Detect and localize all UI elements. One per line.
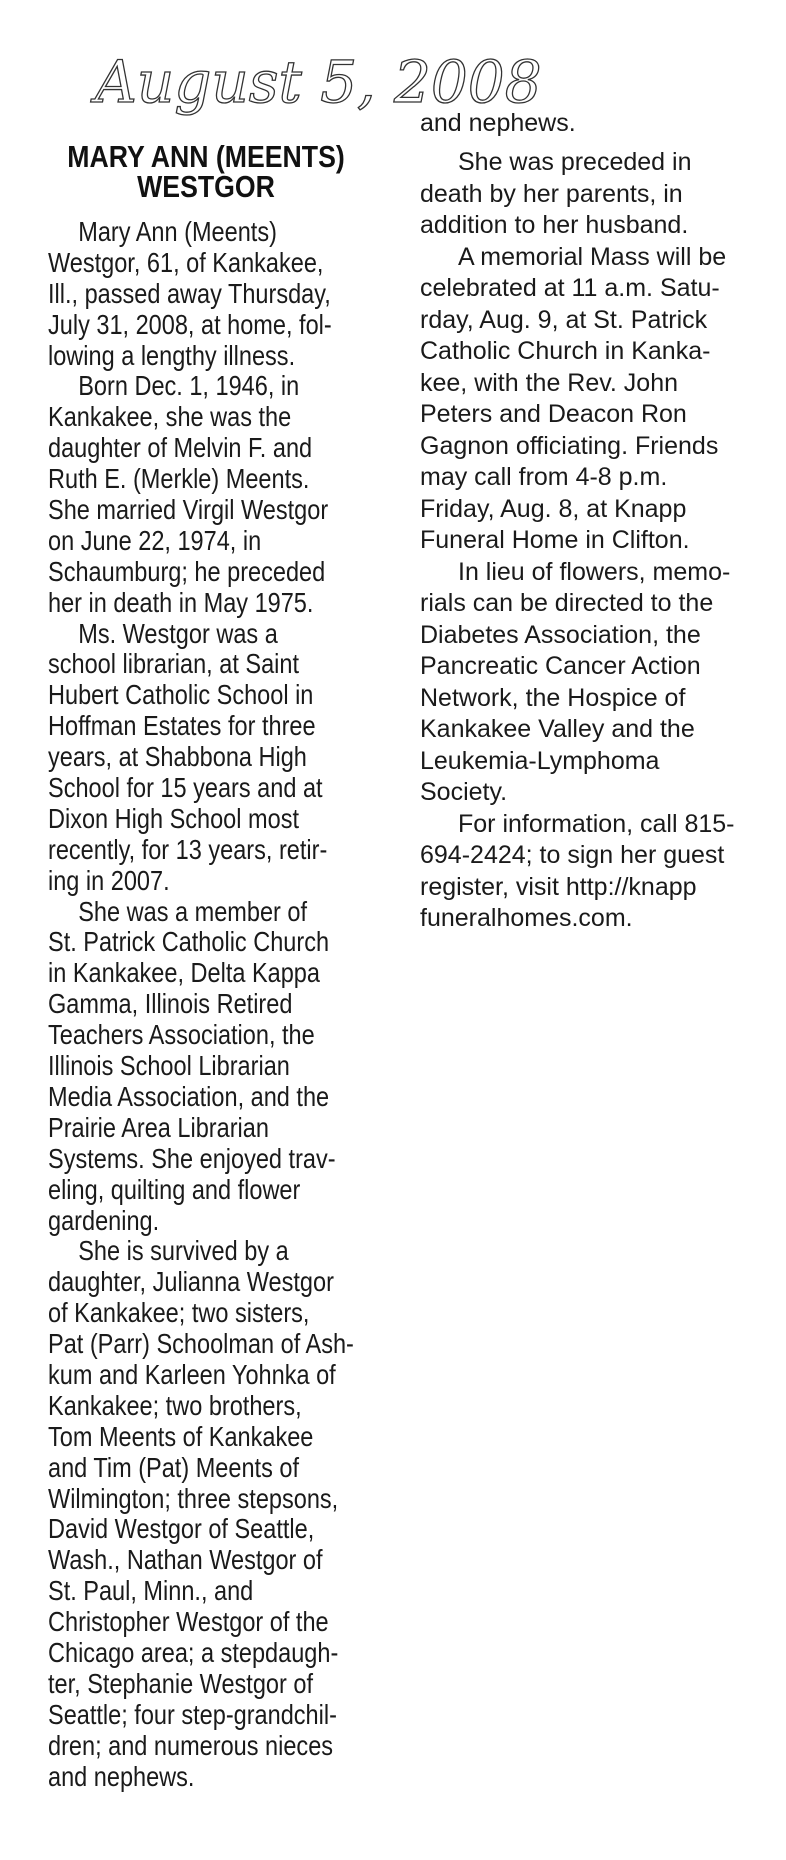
text-line: Gagnon officiating. Friends [420, 431, 719, 460]
text-line: Christopher Westgor of the [48, 1606, 329, 1638]
right-column-text [420, 147, 770, 935]
text-line: eling, quilting and flower [48, 1173, 301, 1205]
paragraph-first-line: She is survived by a [78, 1235, 289, 1267]
text-line: Pancreatic Cancer Action [420, 652, 701, 680]
text-line: and Tim (Pat) Meents of [48, 1451, 299, 1483]
text-line: Gamma, Illinois Retired [48, 988, 293, 1020]
cut-off-text-fragment [420, 109, 576, 138]
paragraph-first-line: Ms. Westgor was a [78, 617, 278, 649]
text-line: of Kankakee; two sisters, [48, 1297, 310, 1329]
text-line: kee, with the Rev. John [420, 368, 679, 397]
text-line: St. Patrick Catholic Church [48, 926, 330, 958]
paragraph-first-line: A memorial Mass will be [458, 242, 727, 271]
text-line: celebrated at 11 a.m. Satu- [420, 274, 720, 302]
text-line: daughter, Julianna Westgor [48, 1266, 334, 1298]
text-line: Peters and Deacon Ron [420, 400, 687, 428]
text-line: Ill., passed away Thursday, [48, 277, 331, 309]
paragraph-first-line: Born Dec. 1, 1946, in [78, 370, 300, 402]
text-line: her in death in May 1975. [48, 586, 314, 618]
headline-line: WESTGOR [137, 169, 275, 204]
text-line: Wilmington; three stepsons, [48, 1482, 339, 1514]
text-line: rials can be directed to the [420, 589, 714, 617]
text-line: may call from 4-8 p.m. [420, 463, 668, 491]
text-line: Catholic Church in Kanka- [420, 337, 711, 365]
text-line: July 31, 2008, at home, fol- [48, 308, 332, 340]
text-line: Hubert Catholic School in [48, 679, 314, 711]
text-line: Wash., Nathan Westgor of [48, 1544, 323, 1576]
text-line: Pat (Parr) Schoolman of Ash- [48, 1328, 354, 1360]
text-line: Society. [420, 778, 508, 806]
text-line: Chicago area; a stepdaugh- [48, 1636, 339, 1668]
text-line: death by her parents, in [420, 179, 683, 208]
text-line: addition to her husband. [420, 211, 689, 239]
text-line: rday, Aug. 9, at St. Patrick [420, 305, 708, 334]
text-line: register, visit http://knapp [420, 872, 697, 901]
text-line: Westgor, 61, of Kankakee, [48, 246, 324, 278]
text-line: Tom Meents of Kankakee [48, 1420, 314, 1452]
text-line: Seattle; four step-grandchil- [48, 1698, 337, 1730]
paragraph-first-line: She was preceded in [458, 148, 692, 176]
paragraph-first-line: For information, call 815- [458, 809, 735, 838]
text-line: Systems. She enjoyed trav- [48, 1142, 336, 1174]
text-line: Kankakee; two brothers, [48, 1389, 302, 1421]
text-line: recently, for 13 years, retir- [48, 833, 328, 865]
text-line: Ruth E. (Merkle) Meents. [48, 463, 310, 495]
text-line: She married Virgil Westgor [48, 494, 329, 526]
text-line: Teachers Association, the [48, 1019, 315, 1051]
paragraph-first-line: Mary Ann (Meents) [78, 216, 277, 247]
text-line: Media Association, and the [48, 1080, 330, 1112]
text-line: Diabetes Association, the [420, 620, 701, 649]
text-line: funeralhomes.com. [420, 904, 633, 932]
text-line: school librarian, at Saint [48, 648, 300, 680]
fragment-text: and nephews. [420, 109, 576, 137]
headline-line: MARY ANN (MEENTS) [67, 139, 345, 174]
text-line: gardening. [48, 1204, 160, 1236]
left-column-text [48, 217, 388, 1792]
text-line: Dixon High School most [48, 802, 300, 834]
text-line: Prairie Area Librarian [48, 1111, 269, 1143]
text-line: dren; and numerous nieces [48, 1729, 334, 1761]
handwritten-date-text: August 5, 2008 [95, 48, 542, 116]
text-line: ing in 2007. [48, 864, 170, 896]
text-line: School for 15 years and at [48, 772, 323, 804]
text-line: daughter of Melvin F. and [48, 432, 313, 464]
text-line: Kankakee, she was the [48, 401, 292, 433]
paragraph-first-line: She was a member of [78, 895, 308, 927]
text-line: ter, Stephanie Westgor of [48, 1667, 313, 1699]
text-line: St. Paul, Minn., and [48, 1575, 254, 1607]
text-line: years, at Shabbona High [48, 741, 307, 773]
text-line: Friday, Aug. 8, at Knapp [420, 494, 687, 523]
text-line: lowing a lengthy illness. [48, 339, 296, 371]
text-line: Funeral Home in Clifton. [420, 526, 690, 554]
obituary-headline [30, 139, 382, 204]
text-line: 694-2424; to sign her guest [420, 841, 725, 869]
text-line: Schaumburg; he preceded [48, 555, 326, 587]
text-line: on June 22, 1974, in [48, 524, 262, 556]
text-line: Network, the Hospice of [420, 683, 686, 712]
text-line: Leukemia-Lymphoma [420, 746, 660, 775]
text-line: Hoffman Estates for three [48, 710, 316, 742]
paragraph-first-line: In lieu of flowers, memo- [458, 557, 731, 586]
text-line: Kankakee Valley and the [420, 715, 695, 743]
text-line: in Kankakee, Delta Kappa [48, 957, 320, 989]
text-line: kum and Karleen Yohnka of [48, 1358, 336, 1390]
text-line: and nephews. [48, 1760, 195, 1792]
text-line: Illinois School Librarian [48, 1050, 290, 1082]
text-line: David Westgor of Seattle, [48, 1513, 315, 1545]
